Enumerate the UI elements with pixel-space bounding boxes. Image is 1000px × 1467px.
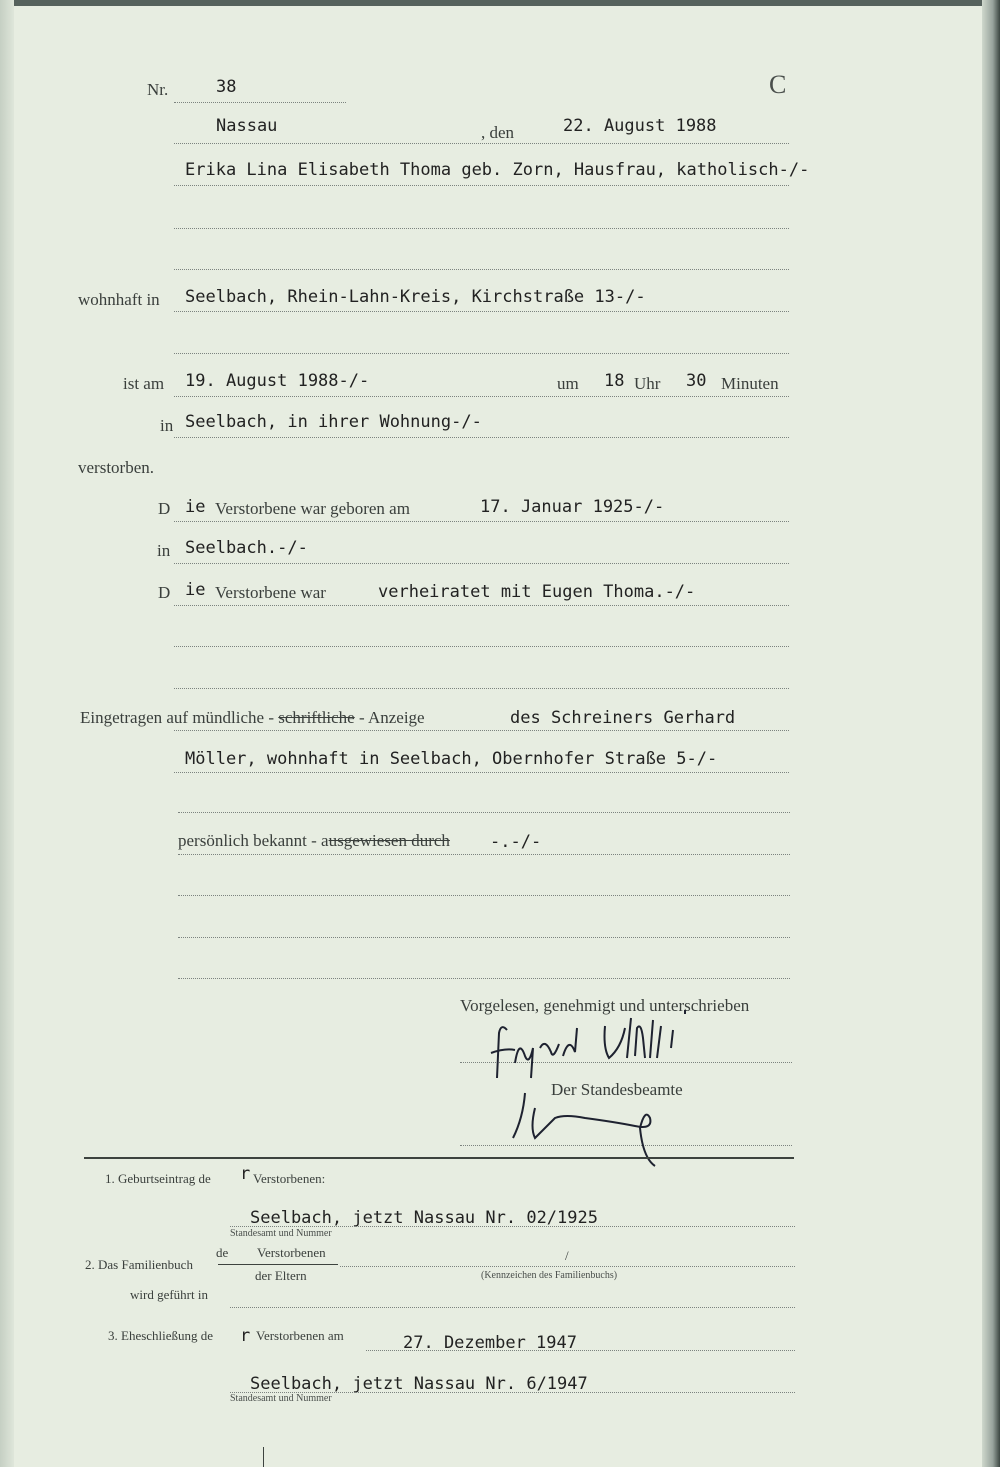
- uhr-label: Uhr: [634, 374, 661, 393]
- ist-am-label: ist am: [123, 374, 165, 393]
- minuten-label: Minuten: [721, 374, 779, 393]
- informant-signature: [485, 1008, 700, 1088]
- informant-line-2: Möller, wohnhaft in Seelbach, Obernhofer Straße 5-/-: [185, 749, 718, 769]
- item2-fraction-rule: [218, 1264, 338, 1265]
- blank-line-3: [174, 353, 789, 354]
- item2-eltern: der Eltern: [255, 1268, 307, 1283]
- marital-ie: ie: [185, 580, 206, 600]
- read-approved-label: Vorgelesen, genehmigt und unterschrieben: [460, 996, 750, 1015]
- registration-label-a: Eingetragen auf mündliche -: [80, 708, 279, 727]
- verstorben-label: verstorben.: [78, 458, 155, 477]
- date-value: 22. August 1988: [563, 116, 717, 136]
- standesamt-label-1: Standesamt und Nummer: [230, 1228, 332, 1239]
- den-label: , den: [481, 123, 515, 142]
- death-place-line: [174, 437, 789, 438]
- blank-line-6: [178, 812, 790, 813]
- birth-text-label: Verstorbene war geboren am: [215, 499, 410, 518]
- blank-line-8: [178, 937, 790, 938]
- registrar-signature: [505, 1088, 675, 1168]
- marital-value: verheiratet mit Eugen Thoma.-/-: [378, 582, 696, 602]
- item2-verstorbenen: Verstorbenen: [257, 1245, 326, 1260]
- registrar-label: Der Standesbeamte: [551, 1080, 683, 1099]
- known-typed: -.-/-: [490, 832, 542, 852]
- name-line: Erika Lina Elisabeth Thoma geb. Zorn, Hausfrau, katholisch-/-: [185, 160, 810, 180]
- known-line: [178, 854, 790, 855]
- nr-label: Nr.: [147, 80, 169, 99]
- death-date-line: [174, 396, 789, 397]
- birth-in-label: in: [157, 541, 171, 560]
- page-top-edge: [0, 0, 1000, 6]
- known-label-struck: usgewiesen durch: [328, 831, 450, 850]
- item2-line: [340, 1266, 795, 1267]
- marital-d-label: D: [158, 583, 171, 602]
- registration-label-b: - Anzeige: [354, 708, 425, 727]
- section-divider: [84, 1157, 794, 1159]
- birth-ie: ie: [185, 497, 206, 517]
- item1-line: [230, 1226, 795, 1227]
- death-place: Seelbach, in ihrer Wohnung-/-: [185, 412, 482, 432]
- blank-line-1: [174, 228, 789, 229]
- known-label: [178, 831, 450, 851]
- nr-value: 38: [216, 77, 237, 97]
- informant-line-1: des Schreiners Gerhard: [510, 708, 736, 728]
- item3-r: r: [240, 1326, 251, 1346]
- item1-value: Seelbach, jetzt Nassau Nr. 02/1925: [250, 1208, 598, 1228]
- standesamt-label-2: Standesamt und Nummer: [230, 1393, 332, 1404]
- death-minutes: 30: [686, 371, 707, 391]
- residence-value: Seelbach, Rhein-Lahn-Kreis, Kirchstraße 13-/-: [185, 287, 646, 307]
- item2-kennzeichen: (Kennzeichen des Familienbuchs): [481, 1270, 618, 1281]
- margin-tick: [263, 1447, 264, 1467]
- item2-slash: /: [565, 1248, 569, 1263]
- nr-line: [174, 102, 346, 103]
- marital-line: [174, 605, 789, 606]
- blank-line-5: [174, 688, 789, 689]
- item3-rest: Verstorbenen am: [256, 1328, 344, 1343]
- item2-gefuehrt-line: [230, 1307, 795, 1308]
- residence-line: [174, 311, 789, 312]
- item3-label: 3. Eheschließung de: [108, 1328, 214, 1343]
- birth-place: Seelbach.-/-: [185, 538, 308, 558]
- place-date-line: [174, 143, 789, 144]
- item2-label: 2. Das Familienbuch: [85, 1257, 193, 1272]
- birth-d-label: D: [158, 499, 171, 518]
- item1-r: r: [240, 1164, 251, 1184]
- informant-line-2-underline: [174, 772, 789, 773]
- birth-place-line: [174, 563, 789, 564]
- death-in-label: in: [160, 416, 174, 435]
- item3-date: 27. Dezember 1947: [403, 1333, 577, 1353]
- item1-rest: Verstorbenen:: [253, 1171, 326, 1186]
- blank-line-2: [174, 269, 789, 270]
- um-label: um: [557, 374, 579, 393]
- blank-line-7: [178, 895, 790, 896]
- item3-value: Seelbach, jetzt Nassau Nr. 6/1947: [250, 1374, 588, 1394]
- registration-label-struck: schriftliche: [278, 708, 355, 727]
- informant-line-1-underline: [174, 730, 789, 731]
- page-right-edge: [982, 0, 1000, 1467]
- known-label-a: persönlich bekannt - a: [178, 831, 329, 850]
- item2-gefuehrt: wird geführt in: [130, 1287, 208, 1302]
- page-left-edge: [0, 0, 14, 1467]
- death-hour: 18: [604, 371, 625, 391]
- residence-label: wohnhaft in: [78, 290, 160, 309]
- place-value: Nassau: [216, 116, 278, 136]
- birth-date: 17. Januar 1925-/-: [480, 497, 665, 517]
- item1-label: 1. Geburtseintrag de: [105, 1171, 211, 1186]
- registration-label: [80, 708, 425, 728]
- blank-line-4: [174, 646, 789, 647]
- name-underline: [174, 185, 789, 186]
- marital-text-label: Verstorbene war: [215, 583, 326, 602]
- item3-date-line: [366, 1350, 795, 1351]
- death-date: 19. August 1988-/-: [185, 371, 370, 391]
- blank-line-9: [178, 978, 790, 979]
- item2-de: de: [216, 1245, 229, 1260]
- corner-mark: C: [769, 70, 787, 99]
- birth-date-line: [174, 521, 789, 522]
